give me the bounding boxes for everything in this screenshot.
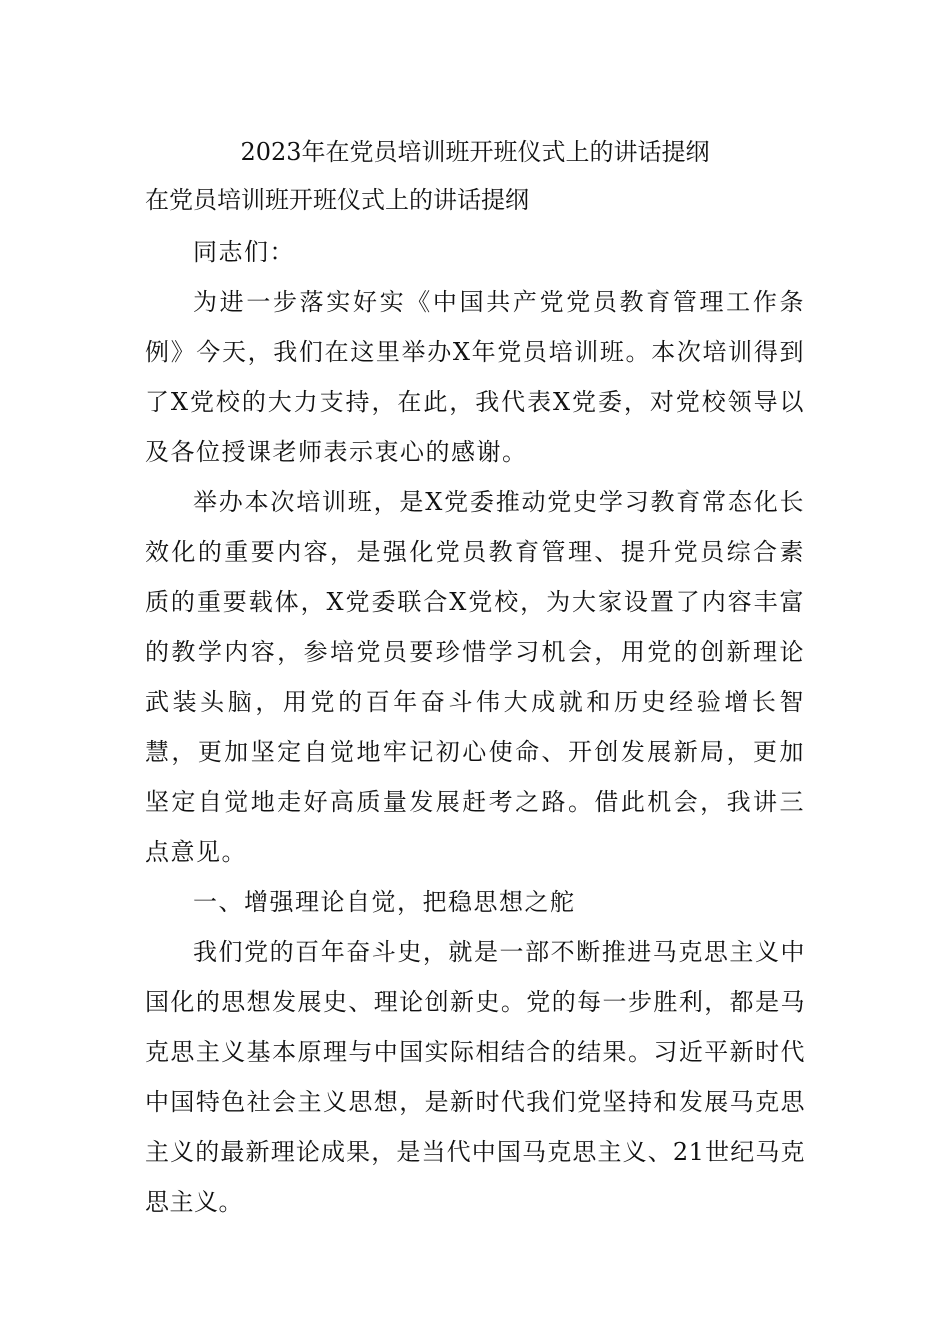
section-heading-1: 一、增强理论自觉，把稳思想之舵 — [193, 888, 576, 916]
document-title: 2023年在党员培训班开班仪式上的讲话提纲 — [240, 138, 710, 166]
document-body — [145, 227, 805, 1227]
salutation: 同志们： — [193, 238, 295, 266]
paragraph-opening: 为进一步落实好实《中国共产党党员教育管理工作条例》今天，我们在这里举办X年党员培训班。本次培训得到了X党校的大力支持，在此，我代表X党委，对党校领导以及各位授课老师表示衷心的感谢。 — [145, 288, 805, 466]
document-subtitle: 在党员培训班开班仪式上的讲话提纲 — [145, 186, 529, 214]
paragraph-purpose: 举办本次培训班，是X党委推动党史学习教育常态化长效化的重要内容，是强化党员教育管理、提升党员综合素质的重要载体，X党委联合X党校，为大家设置了内容丰富的教学内容，参培党员要珍惜学习机会，用党的创新理论武装头脑，用党的百年奋斗伟大成就和历史经验增长智慧，更加坚定自觉地牢记初心使命、开创发展新局，更加坚定自觉地走好高质量发展赶考之路。借此机会，我讲三点意见。 — [145, 488, 805, 866]
paragraph-theory: 我们党的百年奋斗史，就是一部不断推进马克思主义中国化的思想发展史、理论创新史。党的每一步胜利，都是马克思主义基本原理与中国实际相结合的结果。习近平新时代中国特色社会主义思想，是新时代我们党坚持和发展马克思主义的最新理论成果，是当代中国马克思主义、21世纪马克思主义。 — [145, 938, 805, 1216]
